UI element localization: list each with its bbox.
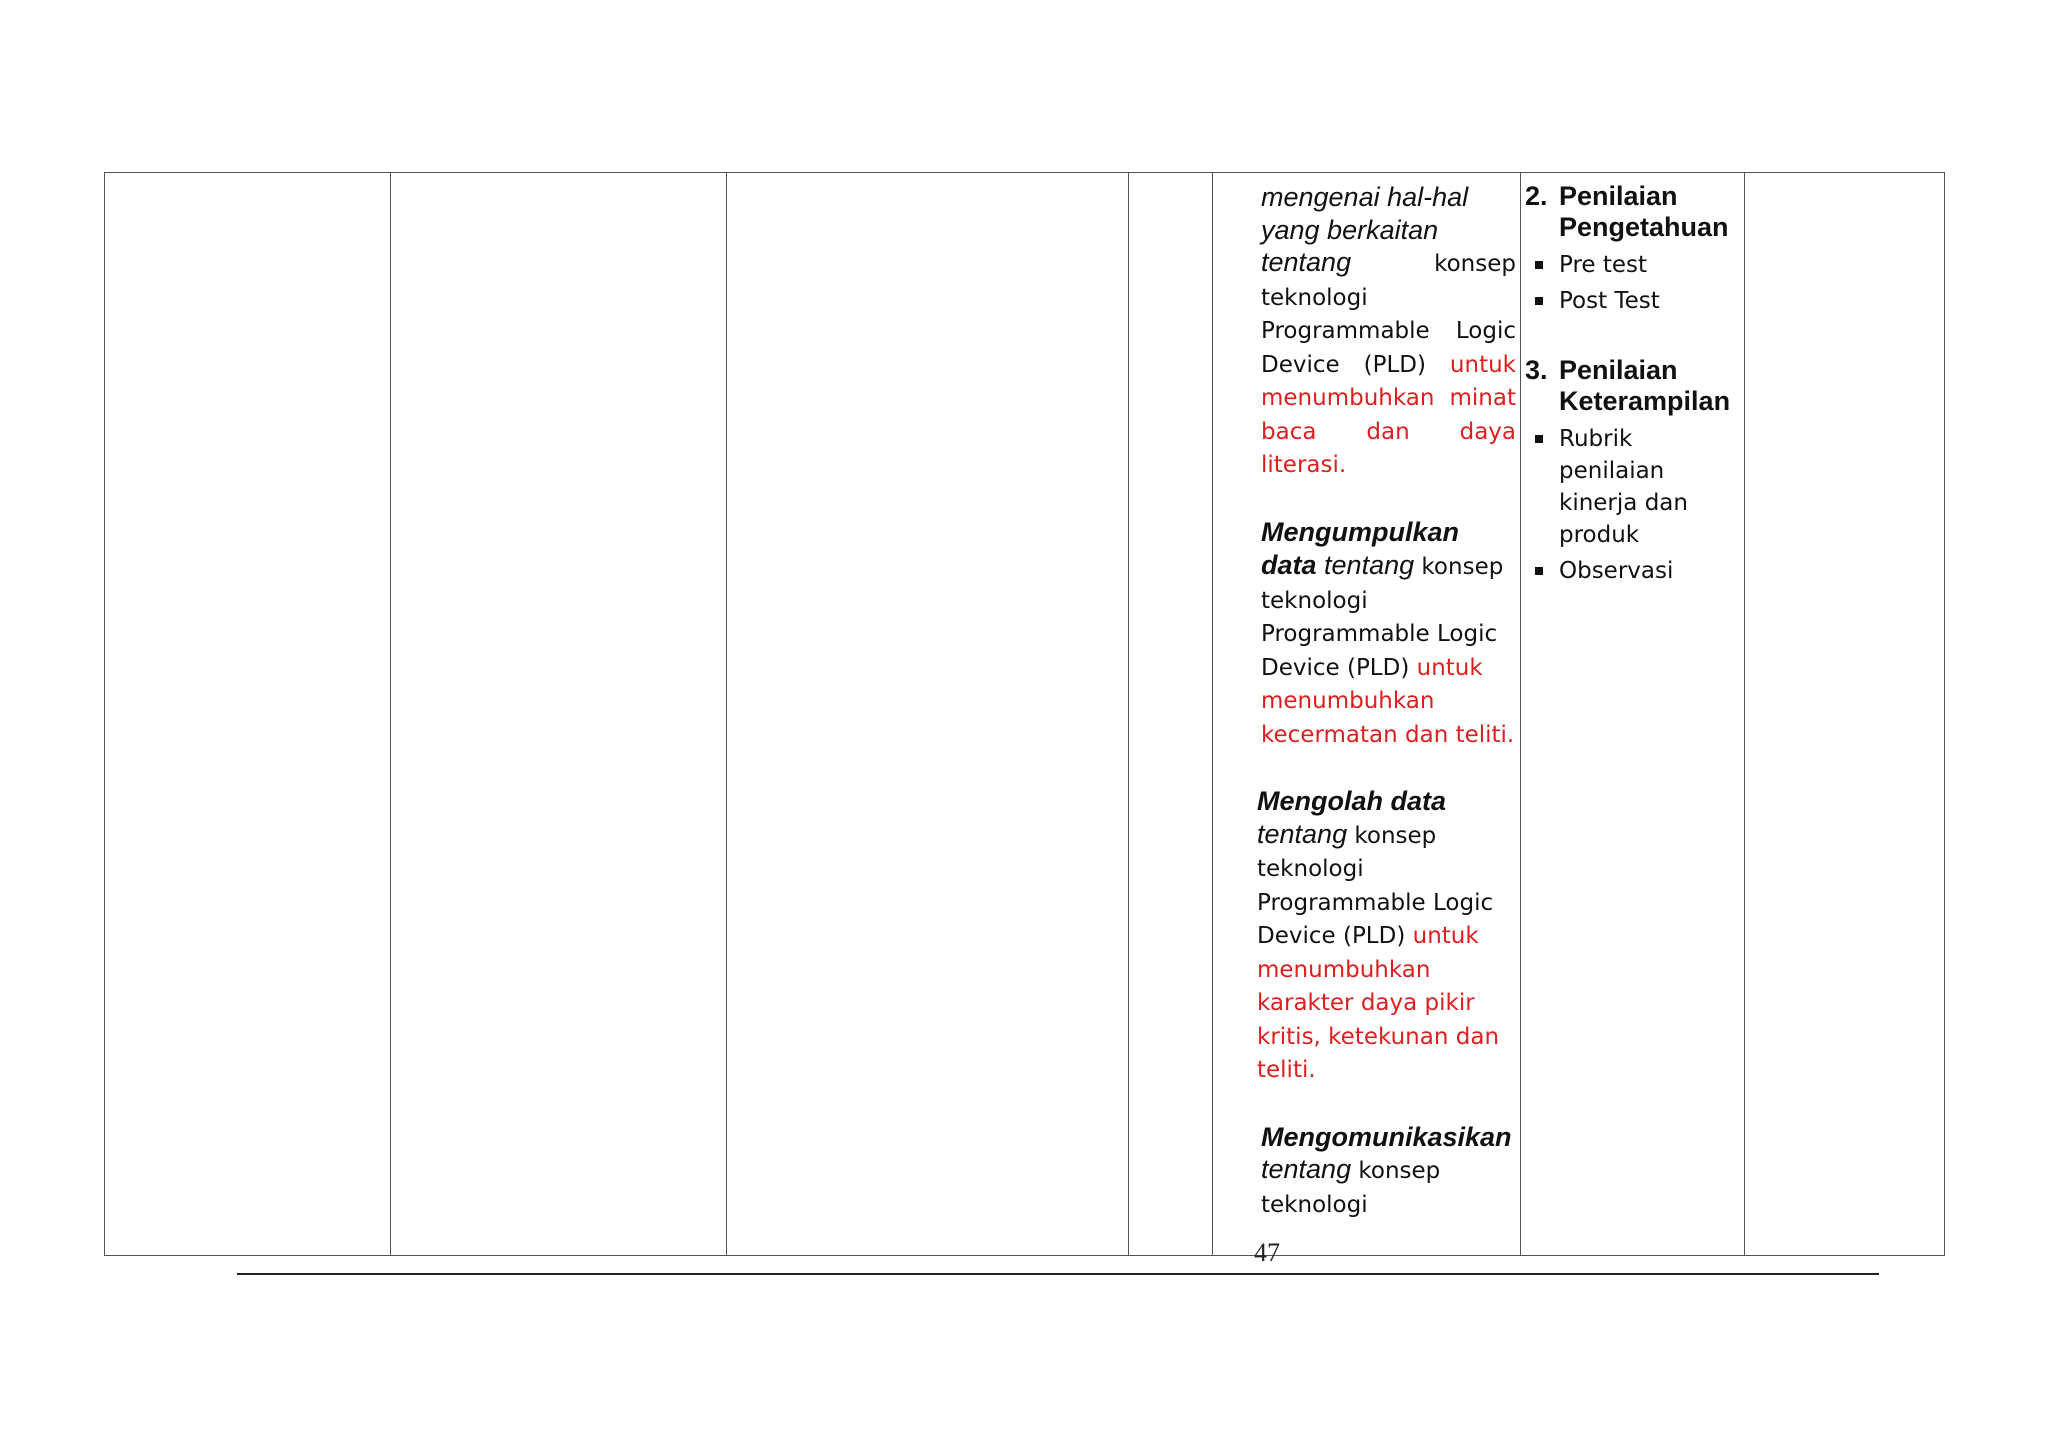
table-cell-col7	[1745, 173, 1945, 1256]
activity-collect-body: konsep teknologi Programmable Logic Device (PLD)	[1261, 554, 1504, 681]
skills-assessment-list	[1525, 423, 1740, 587]
activity-collect-tentang: tentang	[1316, 550, 1415, 580]
list-item: Observasi	[1525, 555, 1740, 587]
activity-communicate	[1261, 1121, 1516, 1222]
knowledge-assessment-heading: 2. Penilaian Pengetahuan	[1525, 181, 1729, 242]
bullet-icon	[1535, 261, 1543, 269]
lesson-plan-table	[104, 172, 1945, 1256]
activity-process	[1257, 785, 1516, 1087]
footer-divider	[237, 1273, 1879, 1275]
table-cell-col3	[727, 173, 1129, 1256]
table-cell-col2	[391, 173, 727, 1256]
activity-process-tentang: tentang	[1257, 818, 1348, 849]
activity-observe-body: konsep teknologi Programmable Logic Device (PLD)	[1261, 251, 1516, 378]
activity-process-lead: Mengolah data	[1257, 786, 1447, 816]
knowledge-assessment-list	[1525, 249, 1740, 317]
activity-observe-character: untuk menumbuhkan minat baca dan daya literasi.	[1261, 351, 1516, 478]
bullet-icon	[1535, 435, 1543, 443]
assessment-cell	[1521, 173, 1745, 1256]
bullet-icon	[1535, 567, 1543, 575]
activity-collect	[1261, 516, 1516, 752]
skills-assessment-heading: 3. Penilaian Keterampilan	[1525, 355, 1731, 416]
activity-communicate-body: konsep teknologi	[1261, 1158, 1441, 1218]
activity-observe-tentang: tentang	[1261, 247, 1352, 277]
list-item: Pre test	[1525, 249, 1740, 281]
list-item: Rubrik penilaian kinerja dan produk	[1525, 423, 1740, 551]
list-item: Post Test	[1525, 285, 1740, 317]
activity-process-character: untuk menumbuhkan karakter daya pikir kritis, ketekunan dan teliti.	[1257, 923, 1500, 1083]
activity-process-body: konsep teknologi Programmable Logic Device (PLD)	[1257, 822, 1494, 949]
activity-communicate-tentang: tentang	[1261, 1154, 1352, 1184]
page-number: 47	[1254, 1238, 1280, 1267]
table-cell-col4	[1129, 173, 1213, 1256]
activity-communicate-lead: Mengomunikasikan	[1261, 1121, 1512, 1152]
table-cell-col1	[105, 173, 391, 1256]
activity-observe-lead: mengenai hal-hal yang berkaitan	[1261, 182, 1469, 245]
table-row	[105, 173, 1945, 1256]
activity-collect-lead: Mengumpulkan data	[1261, 516, 1460, 580]
learning-activities-cell	[1213, 173, 1521, 1256]
activity-observe	[1261, 181, 1516, 482]
bullet-icon	[1535, 297, 1543, 305]
activity-collect-character: untuk menumbuhkan kecermatan dan teliti.	[1261, 654, 1515, 748]
